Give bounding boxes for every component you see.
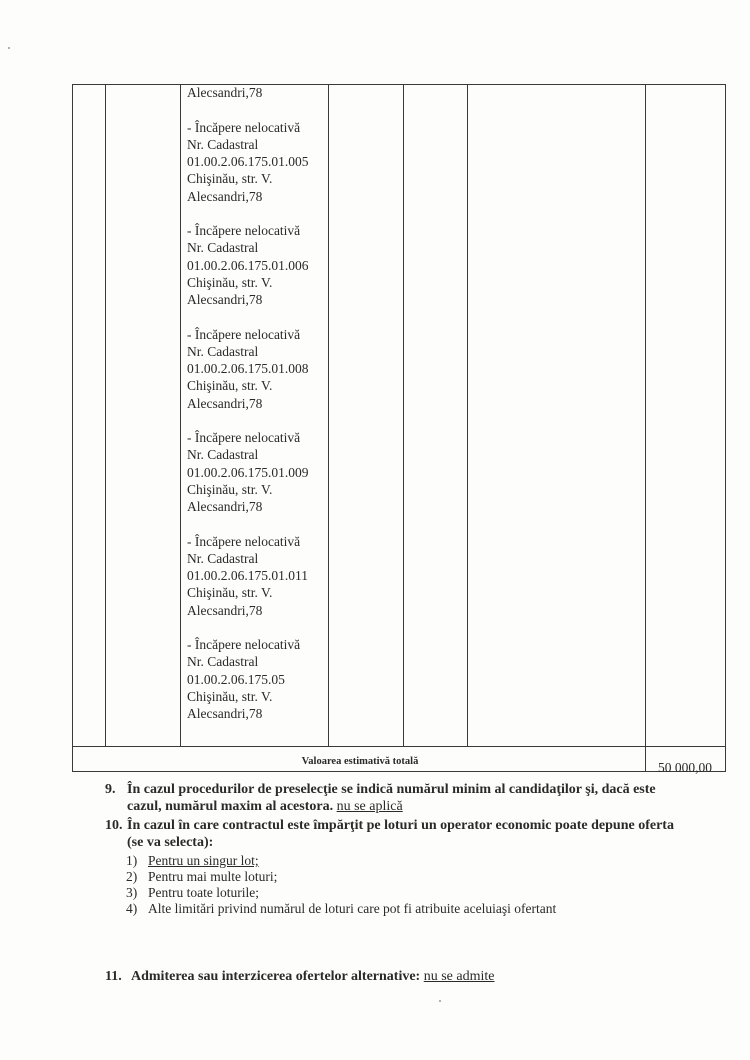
list-item bbox=[187, 533, 327, 619]
table-col-divider bbox=[328, 84, 329, 747]
option-label: Alte limitări privind numărul de loturi care pot fi atribuite aceluiaşi ofertant bbox=[148, 901, 557, 916]
section-number: 10. bbox=[105, 818, 123, 833]
item-type: - Încăpere nelocativă bbox=[187, 430, 301, 446]
scan-speck bbox=[8, 47, 10, 49]
item-nr: Nr. Cadastral bbox=[187, 343, 259, 359]
item-street: Alecsandri,78 bbox=[187, 292, 263, 308]
item-type: - Încăpere nelocativă bbox=[187, 637, 301, 653]
total-value: 50 000,00 bbox=[658, 760, 712, 775]
option-label: Pentru un singur lot; bbox=[148, 853, 259, 868]
list-item bbox=[187, 84, 327, 101]
option-label: Pentru mai multe loturi; bbox=[148, 869, 278, 884]
table-col-divider bbox=[467, 84, 468, 747]
scan-speck bbox=[439, 1000, 441, 1002]
section-number: 11. bbox=[105, 969, 122, 984]
item-street: Alecsandri,78 bbox=[187, 602, 263, 618]
option-item-2 bbox=[126, 868, 277, 885]
table-border-left bbox=[72, 84, 73, 772]
table-border-bottom bbox=[72, 771, 726, 772]
section-text: (se va selecta): bbox=[127, 835, 214, 850]
item-street: Alecsandri,78 bbox=[187, 499, 263, 515]
item-city: Chişinău, str. V. bbox=[187, 274, 273, 290]
item-code: 01.00.2.06.175.01.005 bbox=[187, 154, 309, 170]
item-type: - Încăpere nelocativă bbox=[187, 533, 301, 549]
item-street: Alecsandri,78 bbox=[187, 395, 263, 411]
list-item bbox=[187, 326, 327, 412]
option-number: 2) bbox=[126, 869, 138, 884]
item-code: 01.00.2.06.175.05 bbox=[187, 671, 285, 687]
item-nr: Nr. Cadastral bbox=[187, 136, 259, 152]
item-type: - Încăpere nelocativă bbox=[187, 326, 301, 342]
table-col-divider bbox=[403, 84, 404, 747]
table-border-right bbox=[725, 84, 726, 772]
item-city: Chişinău, str. V. bbox=[187, 171, 273, 187]
list-item bbox=[187, 636, 327, 722]
item-city: Chişinău, str. V. bbox=[187, 481, 273, 497]
section-11 bbox=[105, 968, 725, 985]
item-type: - Încăpere nelocativă bbox=[187, 119, 301, 135]
option-item-1 bbox=[126, 852, 259, 869]
section-text: cazul, numărul maxim al acestora. bbox=[127, 799, 334, 814]
table-col-divider bbox=[180, 84, 181, 747]
item-nr: Nr. Cadastral bbox=[187, 550, 259, 566]
item-nr: Nr. Cadastral bbox=[187, 240, 259, 256]
section-9 bbox=[105, 781, 725, 815]
option-number: 4) bbox=[126, 901, 138, 916]
address-line: Alecsandri,78 bbox=[187, 85, 263, 100]
table-col-divider bbox=[105, 84, 106, 747]
item-city: Chişinău, str. V. bbox=[187, 378, 273, 394]
option-number: 3) bbox=[126, 885, 138, 900]
item-nr: Nr. Cadastral bbox=[187, 447, 259, 463]
item-code: 01.00.2.06.175.01.011 bbox=[187, 568, 308, 584]
property-list-cell bbox=[187, 84, 327, 740]
item-city: Chişinău, str. V. bbox=[187, 585, 273, 601]
item-street: Alecsandri,78 bbox=[187, 188, 263, 204]
section-answer: nu se admite bbox=[423, 969, 495, 984]
item-nr: Nr. Cadastral bbox=[187, 654, 259, 670]
item-code: 01.00.2.06.175.01.008 bbox=[187, 361, 309, 377]
section-text: Admiterea sau interzicerea ofertelor alternative: bbox=[131, 969, 421, 984]
total-label: Valoarea estimativă totală bbox=[301, 756, 419, 767]
option-number: 1) bbox=[126, 853, 138, 868]
item-city: Chişinău, str. V. bbox=[187, 688, 273, 704]
option-item-3 bbox=[126, 884, 259, 901]
item-code: 01.00.2.06.175.01.009 bbox=[187, 464, 309, 480]
section-answer: nu se aplică bbox=[336, 799, 403, 814]
option-label: Pentru toate loturile; bbox=[148, 885, 259, 900]
section-text: În cazul în care contractul este împărţit pe loturi un operator economic poate depune oferta bbox=[127, 818, 674, 833]
list-item bbox=[187, 429, 327, 515]
section-text: În cazul procedurilor de preselecţie se indică numărul minim al candidaţilor şi, dacă este bbox=[127, 782, 656, 797]
table-row-divider bbox=[72, 746, 726, 747]
option-item-4 bbox=[126, 900, 556, 917]
list-item bbox=[187, 222, 327, 308]
item-street: Alecsandri,78 bbox=[187, 706, 263, 722]
section-10 bbox=[105, 817, 725, 851]
table-col-divider bbox=[645, 84, 646, 772]
list-item bbox=[187, 119, 327, 205]
table-border-top bbox=[72, 84, 726, 85]
item-type: - Încăpere nelocativă bbox=[187, 223, 301, 239]
section-number: 9. bbox=[105, 782, 116, 797]
item-code: 01.00.2.06.175.01.006 bbox=[187, 257, 309, 273]
